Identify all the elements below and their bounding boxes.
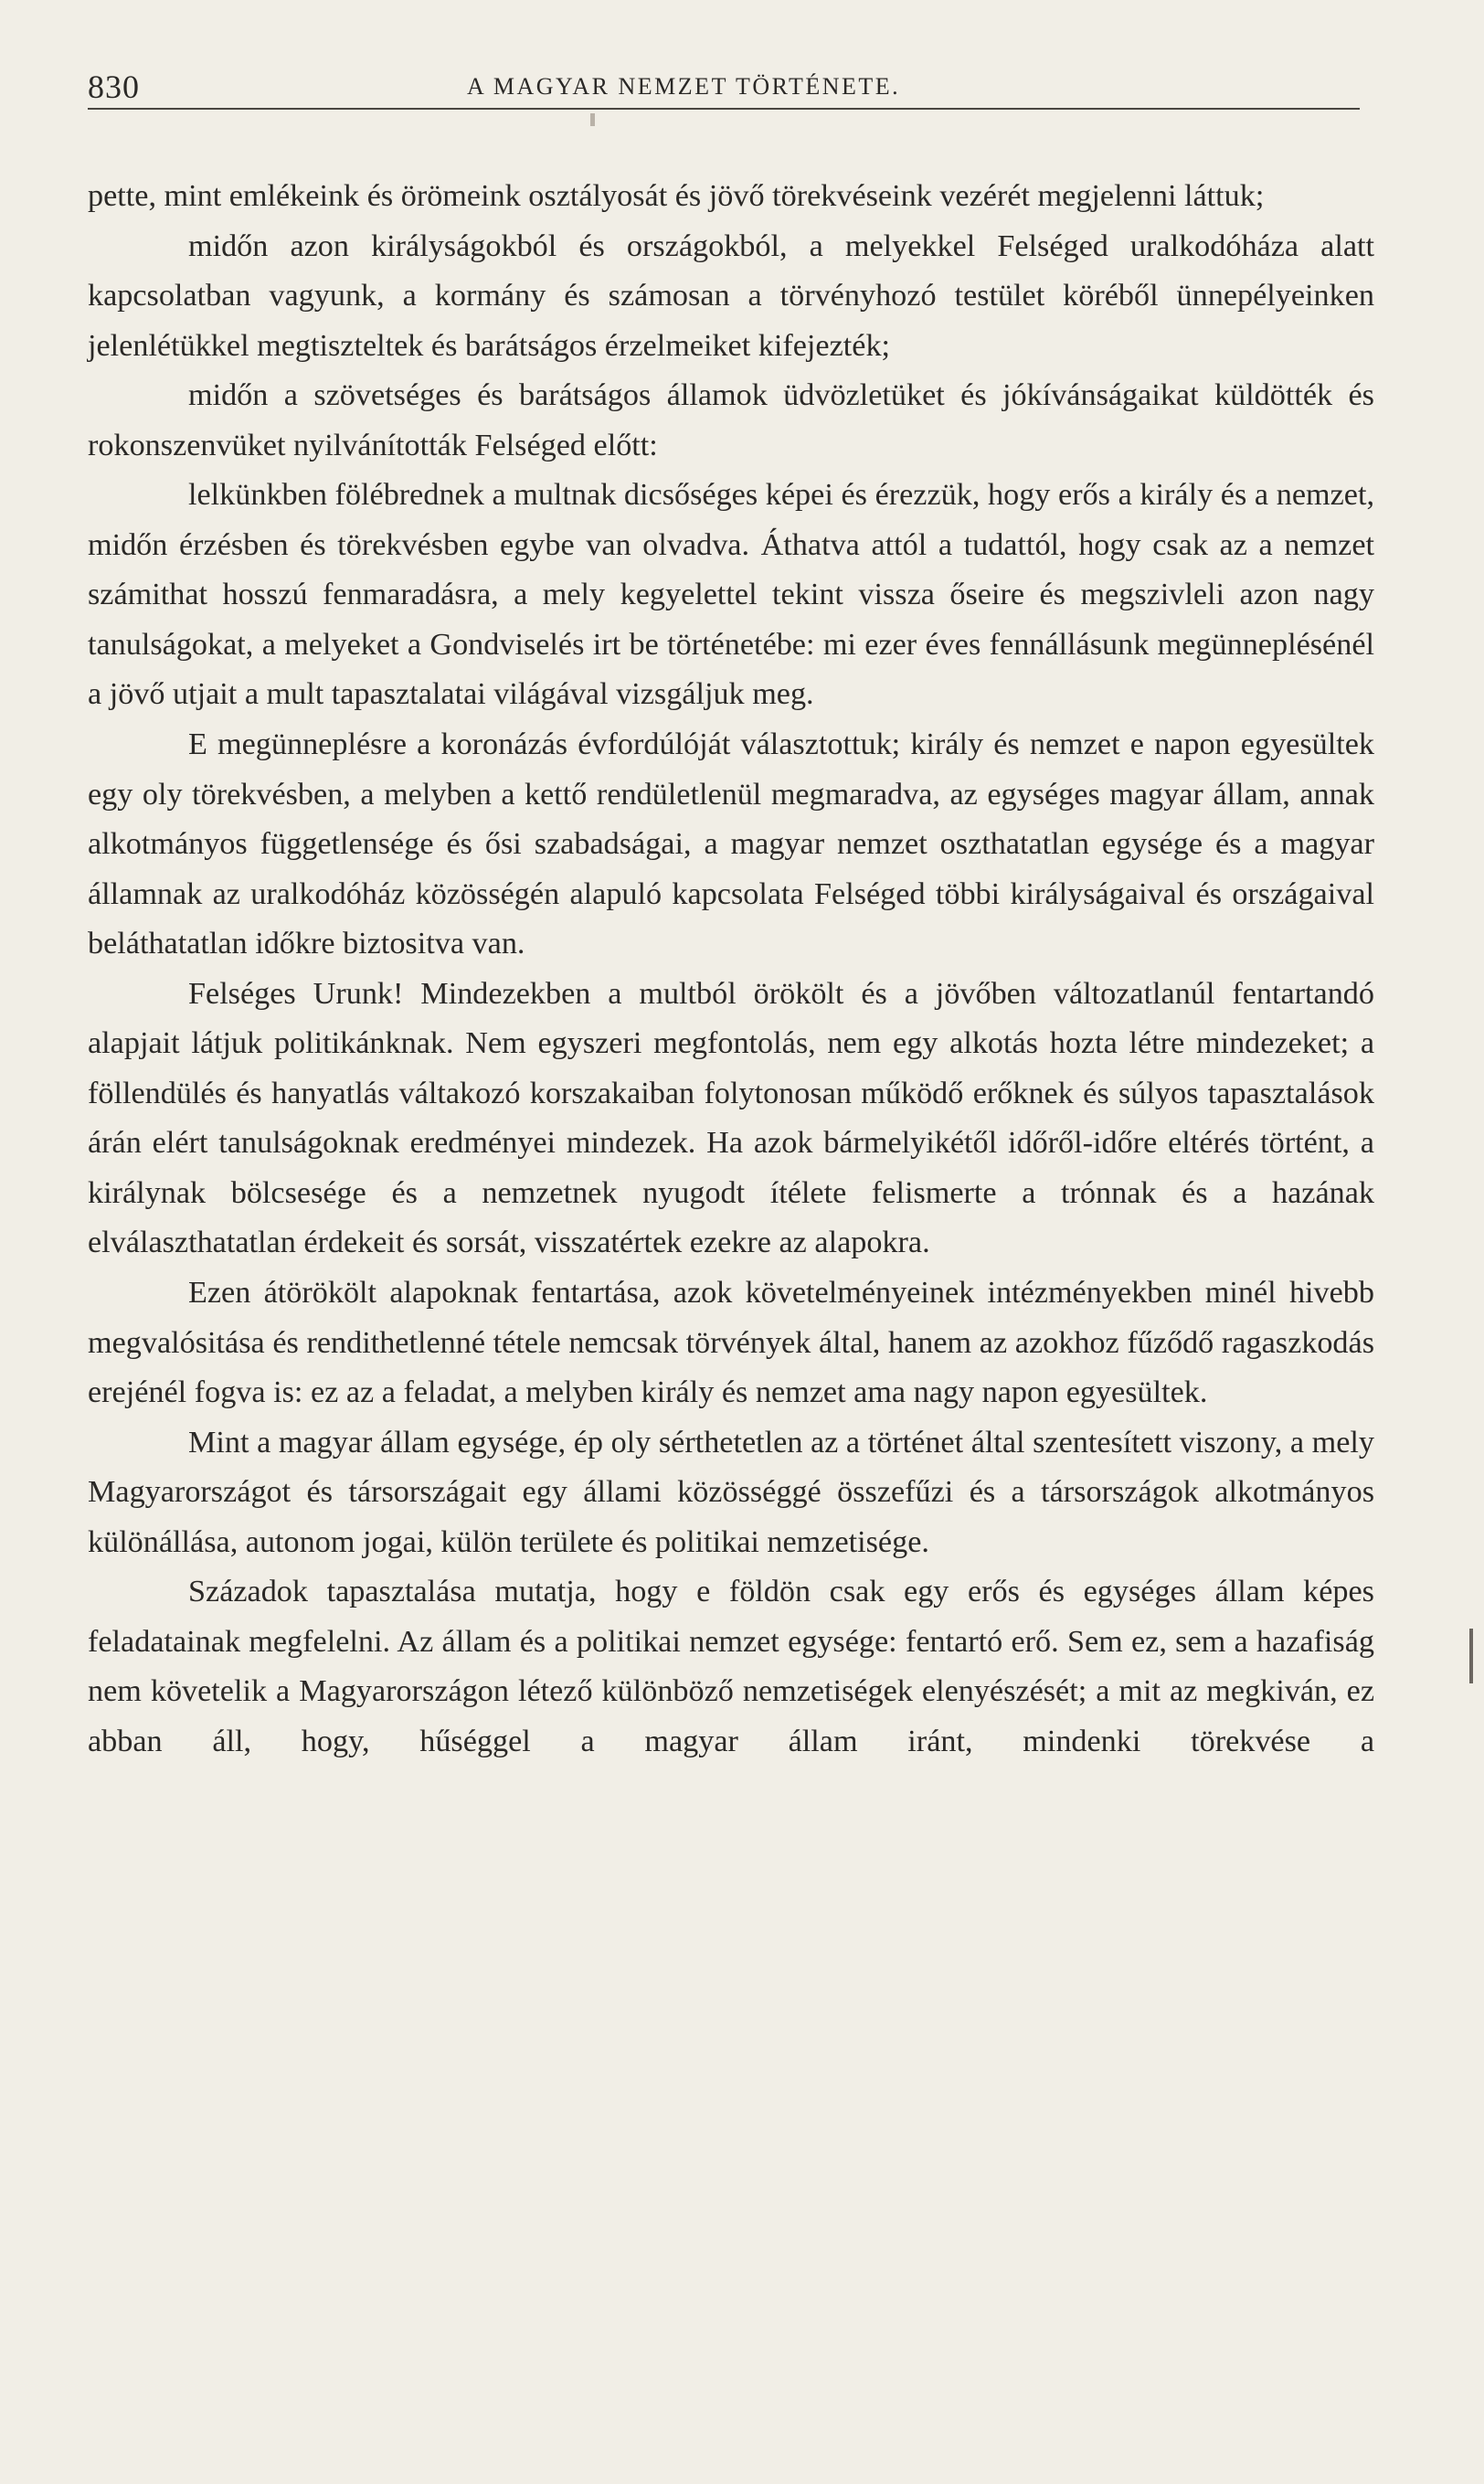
paragraph-1: pette, mint emlékeink és örömeink osztályosát és jövő törekvéseink vezérét megjelenni láttuk; (88, 179, 1265, 213)
page-number: 830 (88, 69, 140, 105)
text-body (88, 172, 1374, 1767)
paragraph-2: midőn azon királyságokból és országokból, a melyekkel Felséged uralkodóháza alatt kapcsolatban vagyunk, a kormány és számosan a törvényhozó testület köréből ünnepélyeinken jelenlétükkel megtiszteltek és barátságos érzelmeiket kifejezték; (88, 228, 1374, 363)
paragraph-3: midőn a szövetséges és barátságos államok üdvözletüket és jókívánságaikat küldötték és rokonszenvüket nyilvánították Felséged előtt: (88, 378, 1374, 462)
running-title: A MAGYAR NEMZET TÖRTÉNETE. (467, 73, 901, 100)
paragraph-9: Századok tapasztalása mutatja, hogy e földön csak egy erős és egységes állam képes feladatainak megfelelni. Az állam és a politikai nemzet egysége: fentartó erő. Sem ez, sem a hazafiság nem követelik a Magyarországon létező különböző nemzetiségek elenyészését; a mit az megkiván, ez abban áll, hogy, hűséggel a magyar állam iránt, mindenki törekvése a (88, 1575, 1374, 1758)
paragraph-8: Mint a magyar állam egysége, ép oly sérthetetlen az a történet által szentesített viszony, a mely Magyarországot és társországait egy állami közösséggé összefűzi és a társországok alkotmányos különállása, autonom jogai, külön területe és politikai nemzetisége. (88, 1425, 1374, 1559)
print-speck (590, 113, 595, 126)
page-header (88, 64, 1360, 110)
paragraph-4: lelkünkben fölébrednek a multnak dicsőséges képei és érezzük, hogy erős a király és a nemzet, midőn érzésben és törekvésben egybe van olvadva. Áthatva attól a tudattól, hogy csak az a nemzet számithat hosszú fenmaradásra, a mely kegyelettel tekint vissza őseire és megszivleli azon nagy tanulságokat, a melyeket a Gondviselés irt be történetébe: mi ezer éves fennállásunk megünneplésénél a jövő utjait a mult tapasztalatai világával vizsgáljuk meg. (88, 478, 1374, 712)
margin-mark (1469, 1629, 1473, 1683)
paragraph-5: E megünneplésre a koronázás évfordúlóját választottuk; király és nemzet e napon egyesültek egy oly törekvésben, a melyben a kettő rendületlenül megmaradva, az egységes magyar állam, annak alkotmányos függetlensége és ősi szabadságai, a magyar nemzet oszthatatlan egysége és a magyar államnak az uralkodóház közösségén alapuló kapcsolata Felséged többi királyságaival és országaival beláthatatlan időkre biztositva van. (88, 727, 1374, 961)
paragraph-6: Felséges Urunk! Mindezekben a multból örökölt és a jövőben változatlanúl fentartandó alapjait látjuk politikánknak. Nem egyszeri megfontolás, nem egy alkotás hozta létre mindezeket; a föllendülés és hanyatlás váltakozó korszakaiban folytonosan működő erőknek és súlyos tapasztalások árán elért tanulságoknak eredményei mindezek. Ha azok bármelyikétől időről-időre eltérés történt, a királynak bölcsesége és a nemzetnek nyugodt ítélete felismerte a trónnak és a hazának elválaszthatatlan érdekeit és sorsát, visszatértek ezekre az alapokra. (88, 976, 1374, 1260)
paragraph-7: Ezen átörökölt alapoknak fentartása, azok követelményeinek intézményekben minél hivebb megvalósitása és rendithetlenné tétele nemcsak törvények által, hanem az azokhoz fűződő ragaszkodás erejénél fogva is: ez az a feladat, a melyben király és nemzet ama nagy napon egyesültek. (88, 1276, 1374, 1410)
